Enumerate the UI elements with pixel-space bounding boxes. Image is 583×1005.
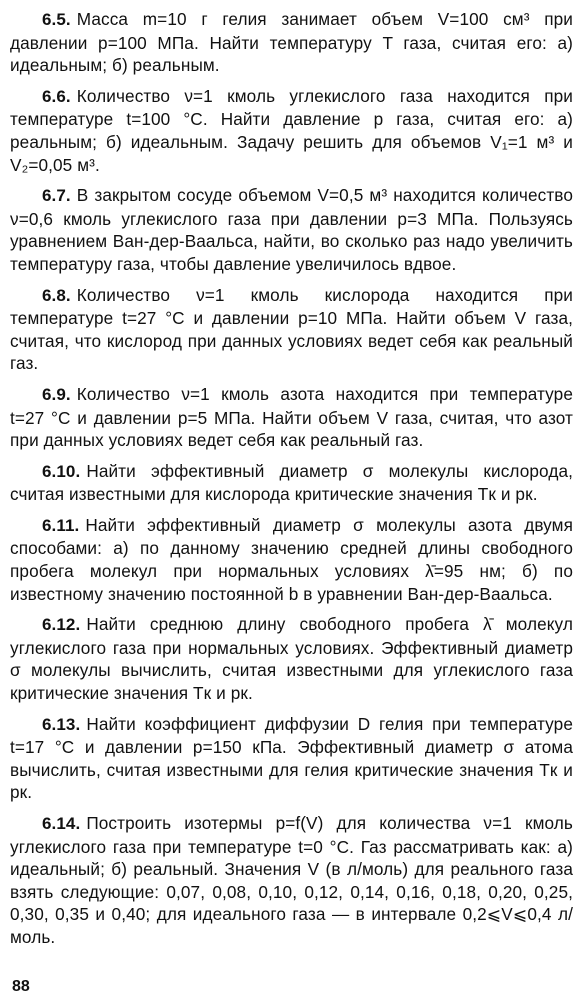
problem-6-10 (10, 460, 573, 506)
problem-text: Построить изотермы p=f(V) для количества ν=1 кмоль углекислого газа при температуре t=0 °С. Газ рассматривать как: а) идеальный; б) реальный. Значения V (в л/моль) для реального газа взять следующие: 0,07, 0,08, 0,10, 0,12, 0,14, 0,16, 0,18, 0,20, 0,25, 0,30, 0,35 и 0,40; для идеального газа — в интервале 0,2⩽V⩽0,4 л/моль. (10, 813, 573, 947)
problem-text: Количество ν=1 кмоль углекислого газа находится при температуре t=100 °С. Найти давление p газа, считая его: а) реальным; б) идеальным. Задачу решить для объемов V₁=1 м³ и V₂=0,05 м³. (10, 85, 573, 175)
problem-text: Найти эффективный диаметр σ молекулы азота двумя способами: а) по данному значению средней длины свободного пробега молекул при нормальных условиях λ̄=95 нм; б) по известному значению постоянной b в уравнении Ван-дер-Ваальса. (10, 514, 573, 604)
problem-text: Масса m=10 г гелия занимает объем V=100 см³ при давлении p=100 МПа. Найти температуру T газа, считая его: а) идеальным; б) реальным. (10, 9, 573, 76)
problem-number: 6.9. (42, 384, 71, 404)
problem-number: 6.5. (42, 10, 71, 29)
problem-6-6 (10, 85, 573, 176)
problem-text: Найти среднюю длину свободного пробега λ̄ молекул углекислого газа при нормальных условиях. Эффективный диаметр σ молекулы вычислить, считая известными для углекислого газа критические значения Tк и pк. (10, 614, 573, 704)
problem-number: 6.7. (42, 186, 71, 206)
problem-number: 6.6. (42, 86, 71, 106)
page-number: 88 (12, 978, 30, 995)
problem-6-8 (10, 284, 573, 375)
problem-6-12 (10, 613, 573, 704)
problem-6-7 (10, 184, 573, 275)
problem-6-11 (10, 514, 573, 605)
problem-number: 6.13. (42, 714, 81, 734)
problem-text: В закрытом сосуде объемом V=0,5 м³ находится количество ν=0,6 кмоль углекислого газа при давлении p=3 МПа. Пользуясь уравнением Ван-дер-Ваальса, найти, во сколько раз надо увеличить температуру газа, чтобы давление увеличилось вдвое. (10, 185, 573, 274)
problem-text: Найти коэффициент диффузии D гелия при температуре t=17 °С и давлении p=150 кПа. Эффективный диаметр σ атома вычислить, считая известными для гелия критические значения Tк и pк. (10, 713, 573, 803)
problem-text: Количество ν=1 кмоль азота находится при температуре t=27 °С и давлении p=5 МПа. Найти объем V газа, считая, что азот при данных условиях ведет себя как реальный газ. (10, 383, 573, 451)
problem-number: 6.11. (42, 515, 80, 535)
problem-number: 6.12. (42, 615, 81, 635)
problem-6-13 (10, 713, 573, 804)
problem-6-14 (10, 812, 573, 949)
problem-text: Найти эффективный диаметр σ молекулы кислорода, считая известными для кислорода критические значения Tк и pк. (10, 460, 573, 505)
problem-6-5 (10, 8, 573, 77)
problem-number: 6.8. (42, 285, 71, 305)
problem-number: 6.14. (42, 814, 81, 833)
problem-text: Количество ν=1 кмоль кислорода находится при температуре t=27 °С и давлении p=10 МПа. Найти объем V газа, считая, что кислород при данных условиях ведет себя как реальный газ. (10, 284, 573, 374)
problem-6-9 (10, 383, 573, 452)
problem-number: 6.10. (42, 461, 81, 481)
